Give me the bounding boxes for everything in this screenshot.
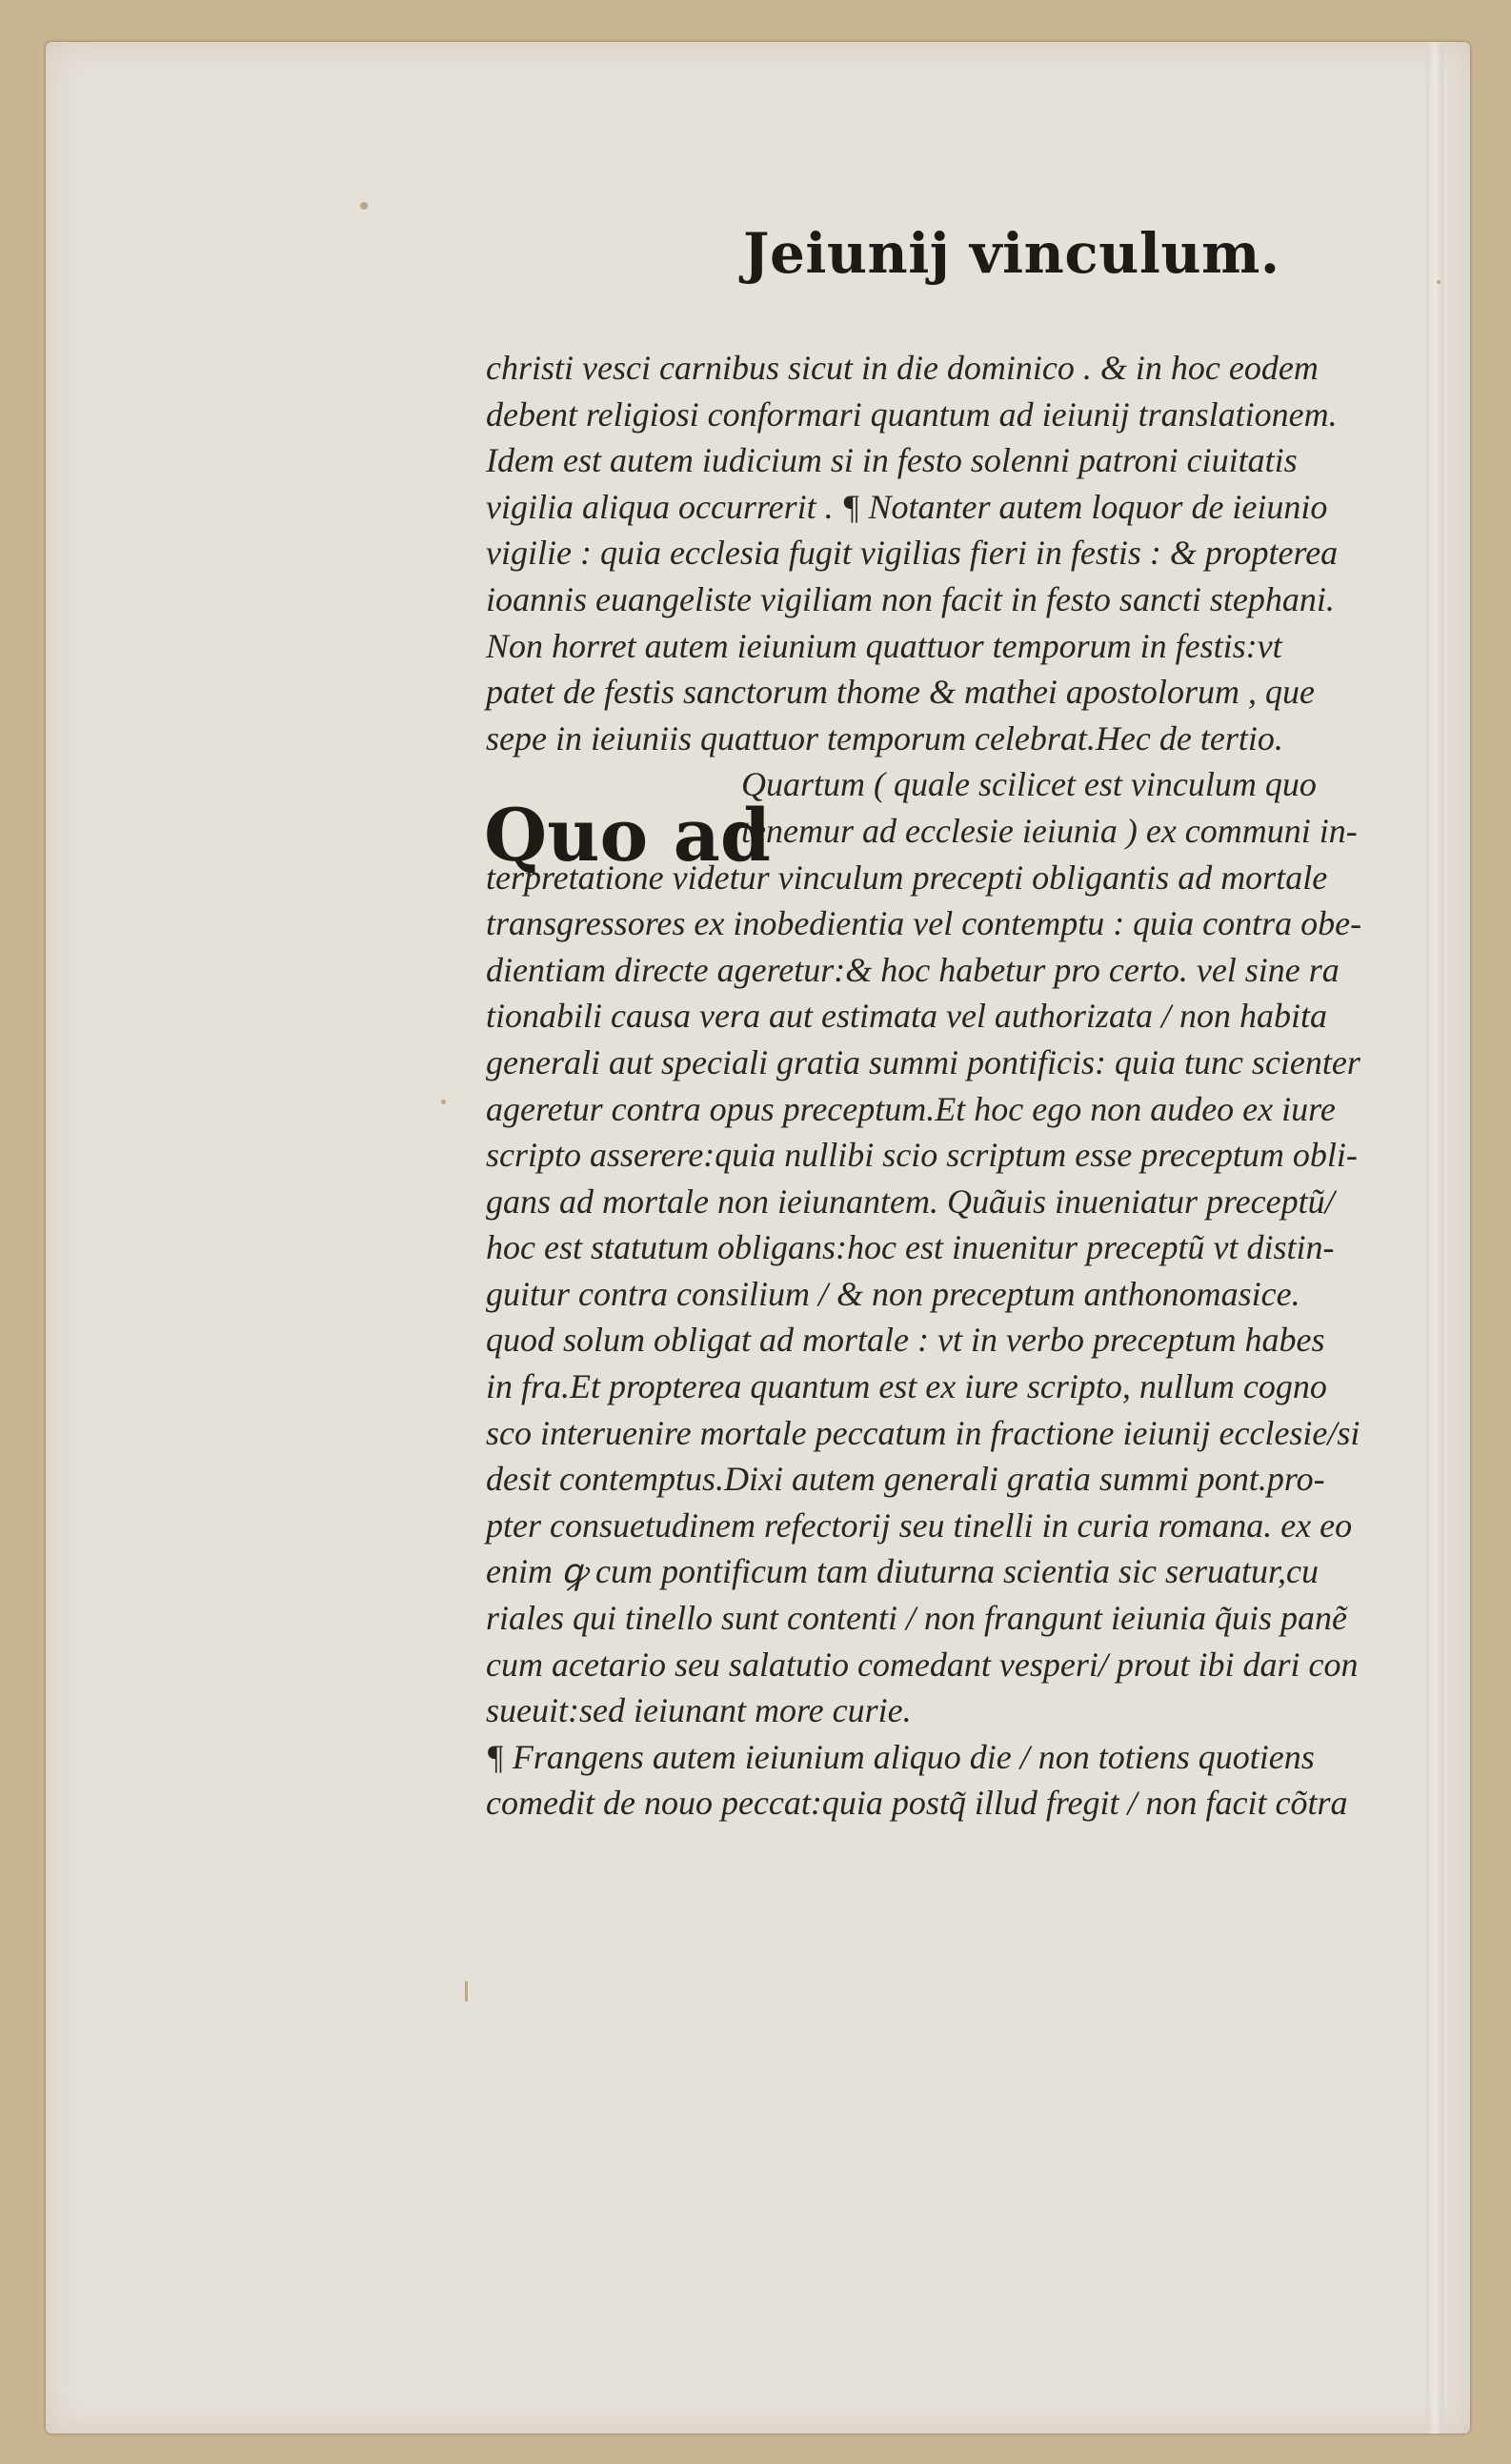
paper-spot: [1437, 280, 1440, 284]
lines-after-initial: [486, 855, 1448, 1827]
paragraph-before-initial: [486, 345, 1448, 761]
text-line: Quartum ( quale scilicet est vinculum quo: [741, 765, 1317, 804]
text-line: gans ad mortale non ieiunantem. Quãuis inueniatur preceptũ/: [486, 1182, 1335, 1221]
text-line: Non horret autem ieiunium quattuor temporum in festis:vt: [486, 626, 1282, 665]
text-line: sepe in ieiuniis quattuor temporum celebrat.Hec de tertio.: [486, 718, 1283, 757]
paper-spot: [360, 202, 368, 210]
text-line: comedit de nouo peccat:quia postq̃ illud fregit / non facit cõtra: [486, 1784, 1348, 1823]
text-line: cum acetario seu salatutio comedant vesperi/ prout ibi dari con: [486, 1645, 1359, 1684]
text-line: ¶ Frangens autem ieiunium aliquo die / non totiens quotiens: [486, 1737, 1315, 1776]
text-line: debent religiosi conformari quantum ad ieiunij translationem.: [486, 394, 1338, 434]
paper-spot: [441, 1100, 446, 1104]
text-line: christi vesci carnibus sicut in die dominico . & in hoc eodem: [486, 349, 1319, 387]
text-line: sueuit:sed ieiunant more curie.: [486, 1691, 912, 1730]
text-line: terpretatione videtur vinculum precepti obligantis ad mortale: [486, 858, 1328, 897]
body-text: [486, 345, 1448, 1827]
text-line: Idem est autem iudicium si in festo solenni patroni ciuitatis: [486, 441, 1298, 480]
text-line: vigilie : quia ecclesia fugit vigilias fieri in festis : & propterea: [486, 534, 1339, 573]
text-line: enim ꝙ cum pontificum tam diuturna scientia sic seruatur,cu: [486, 1552, 1319, 1591]
text-line: guitur contra consilium / & non preceptum anthonomasice.: [486, 1274, 1300, 1313]
text-line: patet de festis sanctorum thome & mathei apostolorum , que: [486, 673, 1315, 712]
text-line: hoc est statutum obligans:hoc est inuenitur preceptũ vt distin-: [486, 1228, 1335, 1267]
paper-spot: [465, 1981, 468, 2002]
text-line: tionabili causa vera aut estimata vel authorizata / non habita: [486, 997, 1327, 1036]
paragraph-with-drop-initial: [486, 761, 1448, 1827]
text-line: riales qui tinello sunt contenti / non frangunt ieiunia q̃uis panẽ: [486, 1599, 1347, 1638]
text-line: pter consuetudinem refectorij seu tinelli in curia romana. ex eo: [486, 1505, 1353, 1545]
text-line: dientiam directe ageretur:& hoc habetur pro certo. vel sine ra: [486, 950, 1340, 989]
text-line: tenemur ad ecclesie ieiunia ) ex communi in-: [741, 811, 1358, 850]
text-line: scripto asserere:quia nullibi scio scriptum esse preceptum obli-: [486, 1136, 1358, 1175]
drop-initial: Quo ad: [484, 793, 771, 879]
text-line: ageretur contra opus preceptum.Et hoc ego non audeo ex iure: [486, 1089, 1336, 1128]
text-line: vigilia aliqua occurrerit . ¶ Notanter autem loquor de ieiunio: [486, 487, 1328, 526]
text-line: in fra.Et propterea quantum est ex iure scripto, nullum cogno: [486, 1367, 1327, 1406]
running-head: Jeiunij vinculum.: [743, 221, 1280, 286]
text-line: sco interuenire mortale peccatum in fractione ieiunij ecclesie/si: [486, 1413, 1360, 1452]
text-line: generali aut speciali gratia summi pontificis: quia tunc scienter: [486, 1042, 1360, 1081]
text-line: quod solum obligat ad mortale : vt in verbo preceptum habes: [486, 1321, 1325, 1360]
text-line: transgressores ex inobedientia vel contemptu : quia contra obe-: [486, 904, 1362, 943]
text-line: desit contemptus.Dixi autem generali gratia summi pont.pro-: [486, 1460, 1325, 1499]
text-line: ioannis euangeliste vigiliam non facit in festo sancti stephani.: [486, 579, 1335, 618]
